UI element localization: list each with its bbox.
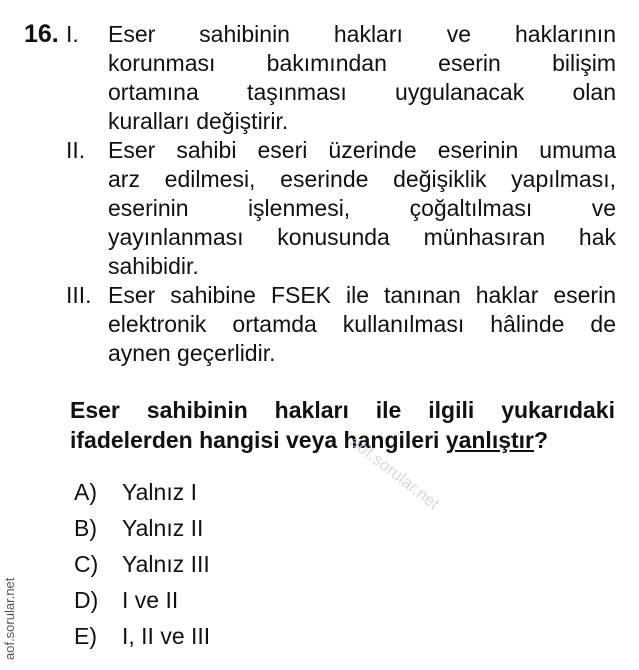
option-c-text: Yalnız III bbox=[122, 551, 210, 577]
statement-2-numeral: II. bbox=[66, 137, 86, 163]
option-e-label: E) bbox=[74, 623, 97, 649]
option-d-text: I ve II bbox=[122, 587, 179, 613]
question-prompt bbox=[70, 395, 615, 455]
statement-2-line-2: arz edilmesi, eserinde değişiklik yapılması, bbox=[108, 166, 616, 192]
statement-2-line-1: Eser sahibi eseri üzerinde eserinin umuma bbox=[108, 137, 616, 163]
statement-1-line-2: korunması bakımından eserin bilişim bbox=[108, 50, 616, 76]
option-a-label: A) bbox=[74, 479, 97, 505]
option-b-label: B) bbox=[74, 515, 97, 541]
answer-options bbox=[74, 474, 210, 654]
statement-3-numeral: III. bbox=[66, 282, 92, 308]
statement-1-line-3: ortamına taşınması uygulanacak olan bbox=[108, 79, 616, 105]
statement-2-line-4: yayınlanması konusunda münhasıran hak bbox=[108, 224, 616, 250]
statement-3-line-2: elektronik ortamda kullanılması hâlinde de bbox=[108, 311, 616, 337]
watermark-diagonal: aof.sorular.net bbox=[346, 432, 444, 514]
question-prompt-line-2 bbox=[70, 425, 615, 455]
question-prompt-mark: ? bbox=[534, 427, 549, 453]
statement-3 bbox=[66, 281, 616, 368]
statement-1-line-4: kuralları değiştirir. bbox=[108, 108, 289, 134]
option-d[interactable] bbox=[74, 582, 210, 618]
option-a-text: Yalnız I bbox=[122, 479, 197, 505]
statement-1-line-1: Eser sahibinin hakları ve haklarının bbox=[108, 21, 616, 47]
statement-1 bbox=[66, 20, 616, 136]
option-c[interactable] bbox=[74, 546, 210, 582]
statement-1-numeral: I. bbox=[66, 21, 79, 47]
option-d-label: D) bbox=[74, 587, 99, 613]
question-prompt-keyword: yanlıştır bbox=[445, 427, 535, 453]
option-b-text: Yalnız II bbox=[122, 515, 204, 541]
statement-2-line-5: sahibidir. bbox=[108, 253, 199, 279]
question-number: 16. bbox=[24, 20, 59, 48]
option-e[interactable] bbox=[74, 618, 210, 654]
statement-2 bbox=[66, 136, 616, 281]
question-prompt-text: ifadelerden hangisi veya hangileri bbox=[70, 427, 446, 453]
statement-3-line-1: Eser sahibine FSEK ile tanınan haklar eserin bbox=[108, 282, 616, 308]
option-b[interactable] bbox=[74, 510, 210, 546]
statement-3-line-3: aynen geçerlidir. bbox=[108, 340, 276, 366]
statement-2-line-3: eserinin işlenmesi, çoğaltılması ve bbox=[108, 195, 616, 221]
watermark-vertical: aof.sorular.net bbox=[2, 577, 17, 660]
option-e-text: I, II ve III bbox=[122, 623, 211, 649]
question-prompt-line-1: Eser sahibinin hakları ile ilgili yukarıdaki bbox=[70, 397, 615, 423]
option-c-label: C) bbox=[74, 551, 99, 577]
option-a[interactable] bbox=[74, 474, 210, 510]
